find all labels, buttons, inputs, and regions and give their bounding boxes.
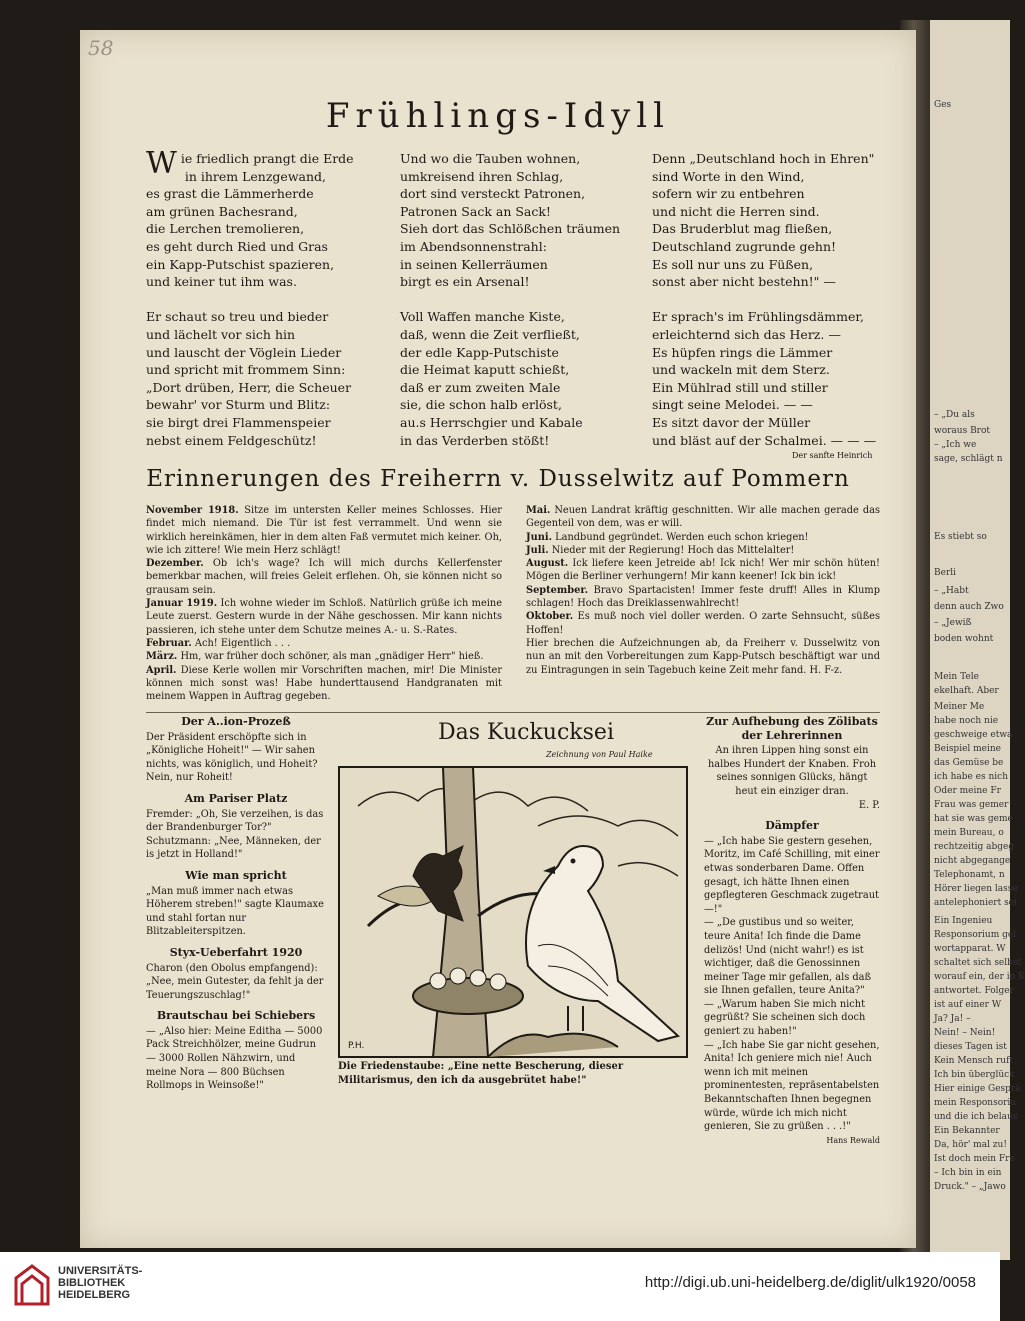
adjacent-page-line: hat sie was geme <box>934 814 1013 824</box>
memoir-left <box>146 504 502 703</box>
heading: Am Pariser Platz <box>184 791 288 805</box>
adjacent-page-line: geschweige etwa <box>934 730 1013 740</box>
memoir-entry: April. Diese Kerle wollen mir Vorschriften machen, mir! Die Minister können mich sonst was! Habe hunderttausend Handgranaten mit meinem Wappen in Auftrag gegeben. <box>146 664 502 703</box>
adjacent-page-line: mein Responsoriu <box>934 1098 1017 1108</box>
memoir-entry: Dezember. Ob ich's wage? Ich will mich durchs Kellerfenster bemerkbar machen, will freies Geleit erflehen. Oh, sie können nicht so grausam sein. <box>146 558 502 596</box>
adjacent-page <box>930 20 1025 1260</box>
heading: Wie man spricht <box>185 868 287 882</box>
memoir-entry: November 1918. Sitze im untersten Keller meines Schlosses. Hier findet mich niemand. Die Tür ist fest verrammelt. Und wenn sie wirklich hereinkämen, hier in dem alten Faß vermutet mich keiner. Oh, wie ich zittere! Wie mein Herz schlägt! <box>146 505 502 556</box>
adjacent-page-line: Kein Mensch ruft <box>934 1056 1014 1066</box>
adjacent-page-line: Frau was gemer <box>934 800 1009 810</box>
poem-column-2: Und wo die Tauben wohnen, umkreisend ihren Schlag, dort sind versteckt Patronen, Patronen Sack an Sack! Sieh dort das Schlößchen träumen im Abendsonnenstrahl: in seinen Kellerräumen birgt es ein Arsenal! Voll Waffen manche Kiste, daß, wenn die Zeit verfließt, der edle Kapp-Putschiste die Heimat kaputt schießt, daß er zum zweiten Male sie, die schon halb erlöst, au.s Herrschgier und Kabale in das Verderben stößt! <box>400 151 621 448</box>
adjacent-page-line: nicht abgegange <box>934 856 1011 866</box>
adjacent-page-line: Ein Ingenieu <box>934 916 993 926</box>
text: — „Also hier: Meine Editha — 5000 Pack Streichhölzer, meine Gudrun — 3000 Rollen Nähzwirn, und meine Nora — 800 Büchsen Rollmops in Weinsoße!" <box>146 1025 323 1092</box>
adjacent-page-line: woraus Brot <box>934 426 991 436</box>
adjacent-page-line: dieses Tagen ist <box>934 1042 1007 1052</box>
memoir-entry: September. Bravo Spartacisten! Immer feste druff! Alles in Klump schlagen! Hoch das Dreiklassenwahlrecht! <box>526 584 880 610</box>
text: — „Warum haben Sie mich nicht gegrüßt? Sie scheinen sich doch geniert zu haben!" <box>704 998 866 1038</box>
memoir-entry: Mai. Neuen Landrat kräftig geschnitten. Wir alle machen gerade das Gegenteil von dem, was er will. <box>526 505 880 530</box>
signature: Hans Rewald <box>826 1135 880 1145</box>
text: Der Präsident erschöpfte sich in „Königliche Hoheit!" — Wir sahen nichts, was königlich, und Hoheit? Nein, nur Roheit! <box>146 731 318 784</box>
adjacent-page-line: Beispiel meine <box>934 744 1002 754</box>
adjacent-page-line: Mein Tele <box>934 672 979 682</box>
adjacent-page-line: rechtzeitig abgeg <box>934 842 1015 852</box>
memoir-entry: Juli. Nieder mit der Regierung! Hoch das Mittelalter! <box>526 544 795 556</box>
adjacent-page-line: Ist doch mein Fre <box>934 1154 1015 1164</box>
adjacent-page-line: Ein Bekannter <box>934 1126 1000 1136</box>
adjacent-page-line: Oder meine Fr <box>934 786 1001 796</box>
cartoon-monogram: P.H. <box>348 1041 365 1051</box>
adjacent-page-line: Telephonamt, n <box>934 870 1005 880</box>
adjacent-page-line: Da, hör' mal zu! <box>934 1140 1007 1150</box>
text: — „Ich habe Sie gestern gesehen, Moritz, im Café Schilling, mit einer etwas sonderbaren Dame. Offen gesagt, ich hätte Ihnen einen gepflegteren Geschmack zugetraut —!" <box>704 835 880 915</box>
drop-cap: W <box>146 146 177 181</box>
adjacent-page-line: Responsorium gel <box>934 930 1017 940</box>
adjacent-page-line: Berli <box>934 568 956 578</box>
heading: Dämpfer <box>765 819 819 833</box>
poem-column-3: Denn „Deutschland hoch in Ehren" sind Worte in den Wind, sofern wir zu entbehren und nicht die Herren sind. Das Bruderblut mag fließen, Deutschland zugrunde gehn! Es soll nur uns zu Füßen, sonst aber nicht bestehn!" — Er sprach's im Frühlingsdämmer, erleichternd sich das Herz. — Es hüpfen rings die Lämmer und wackeln mit dem Sterz. Ein Mühlrad still und stiller singt seine Melodei. — — Es sitzt davor der Müller und bläst auf der Schalmei. — — — <box>652 151 877 448</box>
adjacent-page-line: worauf ein, der in K <box>934 972 1025 982</box>
adjacent-page-line: Ich bin überglück <box>934 1070 1015 1080</box>
adjacent-page-line: schaltet sich selbst <box>934 958 1022 968</box>
adjacent-page-line: Ges <box>934 100 952 110</box>
adjacent-page-line: denn auch Zwo <box>934 602 1004 612</box>
memoir-title: Erinnerungen des Freiherrn v. Dusselwitz auf Pommern <box>146 466 850 492</box>
memoir-entry: Februar. Ach! Eigentlich . . . <box>146 637 291 649</box>
memoir-entry: Oktober. Es muß noch viel doller werden. O zarte Sehnsucht, süßes Hoffen! <box>526 611 880 636</box>
adjacent-page-line: wortapparat. W <box>934 944 1006 954</box>
left-column <box>146 708 326 1093</box>
memoir-entry: Hier brechen die Aufzeichnungen ab, da Freiherr v. Dusselwitz von nun an mit den Vorbereitungen zum Kapp-Putsch beschäftigt war und zu Eintragungen in sein Tagebuch keine Zeit mehr fand. H. F-z. <box>526 637 880 676</box>
adjacent-page-line: das Gemüse be <box>934 758 1004 768</box>
heading: Brautschau bei Schiebers <box>156 1009 316 1023</box>
heading: Styx-Ueberfahrt 1920 <box>169 945 303 959</box>
cartoon-title: Das Kuckucksei <box>438 720 614 745</box>
poem-col1-rest: es grast die Lämmerherde am grünen Bachesrand, die Lerchen tremolieren, es geht durch Ried und Gras ein Kapp-Putschist spazieren, und keiner tut ihm was. Er schaut so treu und bieder und lächelt vor sich hin und lauscht der Vöglein Lieder und spricht mit frommem Sinn: „Dort drüben, Herr, die Scheuer bewahr' vor Sturm und Blitz: sie birgt drei Flammenspeier nebst einem Feldgeschütz! <box>146 186 352 448</box>
adjacent-page-line: und die ich belaus <box>934 1112 1018 1122</box>
adjacent-page-line: – „Habt <box>934 586 969 596</box>
signature: E. P. <box>858 799 880 811</box>
adjacent-page-line: – „Ich we <box>934 440 977 450</box>
adjacent-page-line: Ja? Ja! – <box>934 1014 971 1024</box>
cartoon-illustration <box>338 766 688 1058</box>
adjacent-page-line: – „Du als <box>934 410 975 420</box>
memoir-entry: März. Hm, war früher doch schöner, als man „gnädiger Herr" hieß. <box>146 651 484 663</box>
memoir-right <box>526 504 880 677</box>
heading: Der A..ion-Prozeß <box>181 715 291 728</box>
poem-column-1 <box>146 146 354 449</box>
adjacent-page-line: habe noch nie <box>934 716 999 726</box>
adjacent-page-line: mein Bureau, o <box>934 828 1004 838</box>
poem-title: Frühlings-Idyll <box>325 96 671 136</box>
adjacent-page-line: sage, schlägt n <box>934 454 1003 464</box>
cartoon-credit: Zeichnung von Paul Haike <box>546 750 653 759</box>
memoir-entry: Juni. Landbund gegründet. Werden euch schon kriegen! <box>526 531 809 543</box>
adjacent-page-line: ich habe es nich <box>934 772 1009 782</box>
poem-col1-first: ie friedlich prangt die Erde in ihrem Lenzgewand, <box>180 151 354 184</box>
poem-signature: Der sanfte Heinrich <box>792 451 873 460</box>
adjacent-page-line: ist auf einer W <box>934 1000 1002 1010</box>
adjacent-page-line: Hier einige Gesprä <box>934 1084 1021 1094</box>
library-name: UNIVERSITÄTS- BIBLIOTHEK HEIDELBERG <box>58 1265 143 1301</box>
page <box>80 30 916 1248</box>
adjacent-page-line: Druck." – „Jawo <box>934 1182 1006 1192</box>
text: — „De gustibus und so weiter, teure Anita! Ich finde die Dame delizös! Und (nicht wahr!) es ist wichtiger, daß die Genossinnen meiner Tage mir gefallen, als daß sie Ihnen gefallen, teure Anita?" <box>704 917 872 997</box>
adjacent-page-line: antwortet. Folger <box>934 986 1014 996</box>
memoir-signature: H. F-z. <box>809 664 843 676</box>
adjacent-page-line: Nein! – Nein! <box>934 1028 996 1038</box>
text: An ihren Lippen hing sonst ein halbes Hundert der Knaben. Froh seines sonnigen Glücks, hängt heut ein einziger dran. <box>707 745 877 797</box>
text: Charon (den Obolus empfangend): „Nee, mein Gutester, da fehlt ja der Teuerungszuschlag!" <box>146 962 324 1001</box>
adjacent-page-line: ekelhaft. Aber <box>934 686 999 696</box>
library-logo-icon <box>12 1262 52 1306</box>
right-column <box>704 708 880 1147</box>
memoir-entry: Januar 1919. Ich wohne wieder im Schloß. Natürlich grüße ich meine Leute zuerst. Gestern wurde in der Nähe geschossen. Mir kann nichts passieren, ich stehe unter dem Schutze meines A.- u. S.-Rates. <box>146 598 502 636</box>
heading: Zur Aufhebung des Zölibats der Lehrerinnen <box>706 715 878 742</box>
adjacent-page-line: boden wohnt <box>934 634 994 644</box>
adjacent-page-line: antelephoniert sei <box>934 898 1017 908</box>
source-url[interactable]: http://digi.ub.uni-heidelberg.de/diglit/ulk1920/0058 <box>644 1274 976 1291</box>
adjacent-page-line: – „Jewiß <box>934 618 972 628</box>
adjacent-page-line: Es stiebt so <box>934 532 987 542</box>
page-number: 58 <box>88 36 114 60</box>
adjacent-page-line: – Ich bin in ein <box>934 1168 1002 1178</box>
text: „Man muß immer nach etwas Höherem streben!" sagte Klaumaxe und stahl fortan nur Blitzableiterspitzen. <box>146 885 324 938</box>
memoir-entry: August. Ick liefere keen Jetreide ab! Ick nich! Wer mir schön hüten! Mögen die Berliner verhungern! Mir kann keener! Ick bin ick! <box>526 558 880 583</box>
adjacent-page-line: Meiner Me <box>934 702 985 712</box>
text: Fremder: „Oh, Sie verzeihen, is das der Brandenburger Tor?" Schutzmann: „Nee, Männeken, der is jetzt in Holland!" <box>146 808 324 861</box>
adjacent-page-line: Hörer liegen lasse <box>934 884 1018 894</box>
text: — „Ich habe Sie gar nicht gesehen, Anita! Ich geniere mich nie! Auch wenn ich mit meinen prominentesten, repräsentabelsten Bekanntschaften Ihnen begegnen würde, würde ich mich nicht genieren, Sie zu grüßen . . .!" <box>704 1039 880 1133</box>
cartoon-caption: Die Friedenstaube: „Eine nette Bescherung, dieser Militarismus, den ich da ausgebrütet habe!" <box>338 1061 624 1086</box>
